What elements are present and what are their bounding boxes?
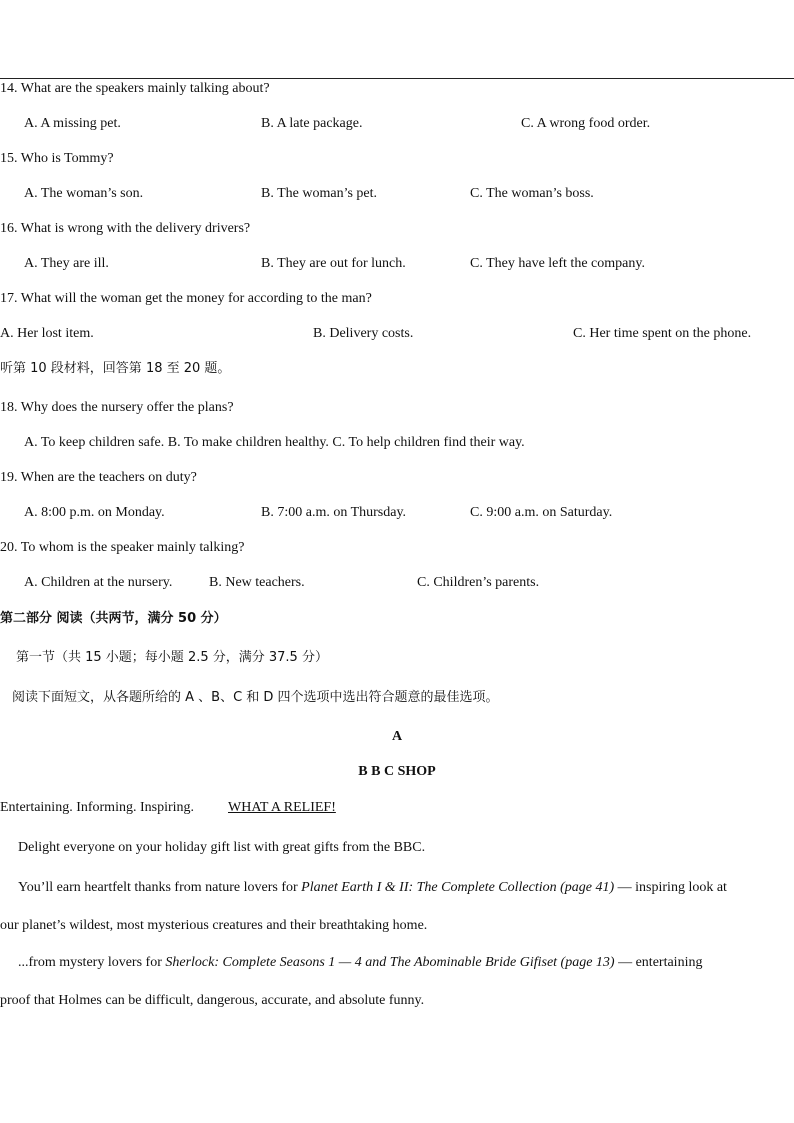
p2-tail: — inspiring look at [614, 880, 727, 895]
q15-option-a: A. The woman’s son. [24, 186, 144, 201]
q14-option-c: C. A wrong food order. [521, 116, 651, 131]
q19-option-c: C. 9:00 a.m. on Saturday. [470, 505, 613, 520]
section-10-instruction: 听第 10 段材料，回答第 18 至 20 题。 [0, 361, 231, 376]
passage-title: B B C SHOP [358, 764, 436, 779]
q20-option-c: C. Children’s parents. [417, 575, 540, 590]
q16-option-b: B. They are out for lunch. [261, 256, 406, 271]
q14-option-a: A. A missing pet. [24, 116, 121, 131]
passage-label: A [391, 729, 403, 744]
paragraph-3-line-1 [18, 954, 702, 972]
question-18: 18. Why does the nursery offer the plans? [0, 400, 234, 415]
p3-title-italic: Sherlock: Complete Seasons 1 — 4 and The Abominable Bride Gifiset (page 13) [165, 955, 615, 970]
q15-option-b: B. The woman’s pet. [261, 186, 378, 201]
passage-tagline: Entertaining. Informing. Inspiring. [0, 800, 195, 815]
paragraph-1: Delight everyone on your holiday gift list with great gifts from the BBC. [18, 840, 426, 855]
q17-option-c: C. Her time spent on the phone. [573, 326, 752, 341]
q18-options: A. To keep children safe. B. To make children healthy. C. To help children find their way. [24, 435, 525, 450]
q19-option-b: B. 7:00 a.m. on Thursday. [261, 505, 407, 520]
header-rule [0, 78, 794, 79]
question-17: 17. What will the woman get the money for according to the man? [0, 291, 372, 306]
p2-lead: You’ll earn heartfelt thanks from nature lovers for [18, 880, 302, 895]
paragraph-2-line-2: our planet’s wildest, most mysterious creatures and their breathtaking home. [0, 918, 428, 933]
q20-option-b: B. New teachers. [209, 575, 305, 590]
p2-title-italic: Planet Earth I & II: The Complete Collection (page 41) [301, 880, 615, 895]
reading-instruction: 阅读下面短文，从各题所给的 A 、B、C 和 D 四个选项中选出符合题意的最佳选项。 [12, 690, 499, 705]
question-20: 20. To whom is the speaker mainly talking? [0, 540, 245, 555]
q16-option-a: A. They are ill. [24, 256, 109, 271]
q19-option-a: A. 8:00 p.m. on Monday. [24, 505, 165, 520]
q17-option-b: B. Delivery costs. [313, 326, 414, 341]
question-19: 19. When are the teachers on duty? [0, 470, 197, 485]
question-14: 14. What are the speakers mainly talking about? [0, 81, 270, 96]
q16-option-c: C. They have left the company. [470, 256, 645, 271]
q17-option-a: A. Her lost item. [0, 326, 94, 341]
question-16: 16. What is wrong with the delivery drivers? [0, 221, 251, 236]
paragraph-3-line-2: proof that Holmes can be difficult, dangerous, accurate, and absolute funny. [0, 993, 425, 1008]
question-15: 15. Who is Tommy? [0, 151, 114, 166]
p3-tail: — entertaining [614, 955, 703, 970]
paragraph-2-line-1 [18, 879, 727, 897]
p3-lead: ...from mystery lovers for [18, 955, 166, 970]
relief-heading: WHAT A RELIEF! [228, 800, 336, 815]
section-1-heading: 第一节（共 15 小题；每小题 2.5 分，满分 37.5 分） [16, 650, 328, 665]
q15-option-c: C. The woman’s boss. [470, 186, 594, 201]
part-2-heading: 第二部分 阅读（共两节，满分 50 分） [0, 611, 227, 626]
q20-option-a: A. Children at the nursery. [24, 575, 173, 590]
q14-option-b: B. A late package. [261, 116, 363, 131]
